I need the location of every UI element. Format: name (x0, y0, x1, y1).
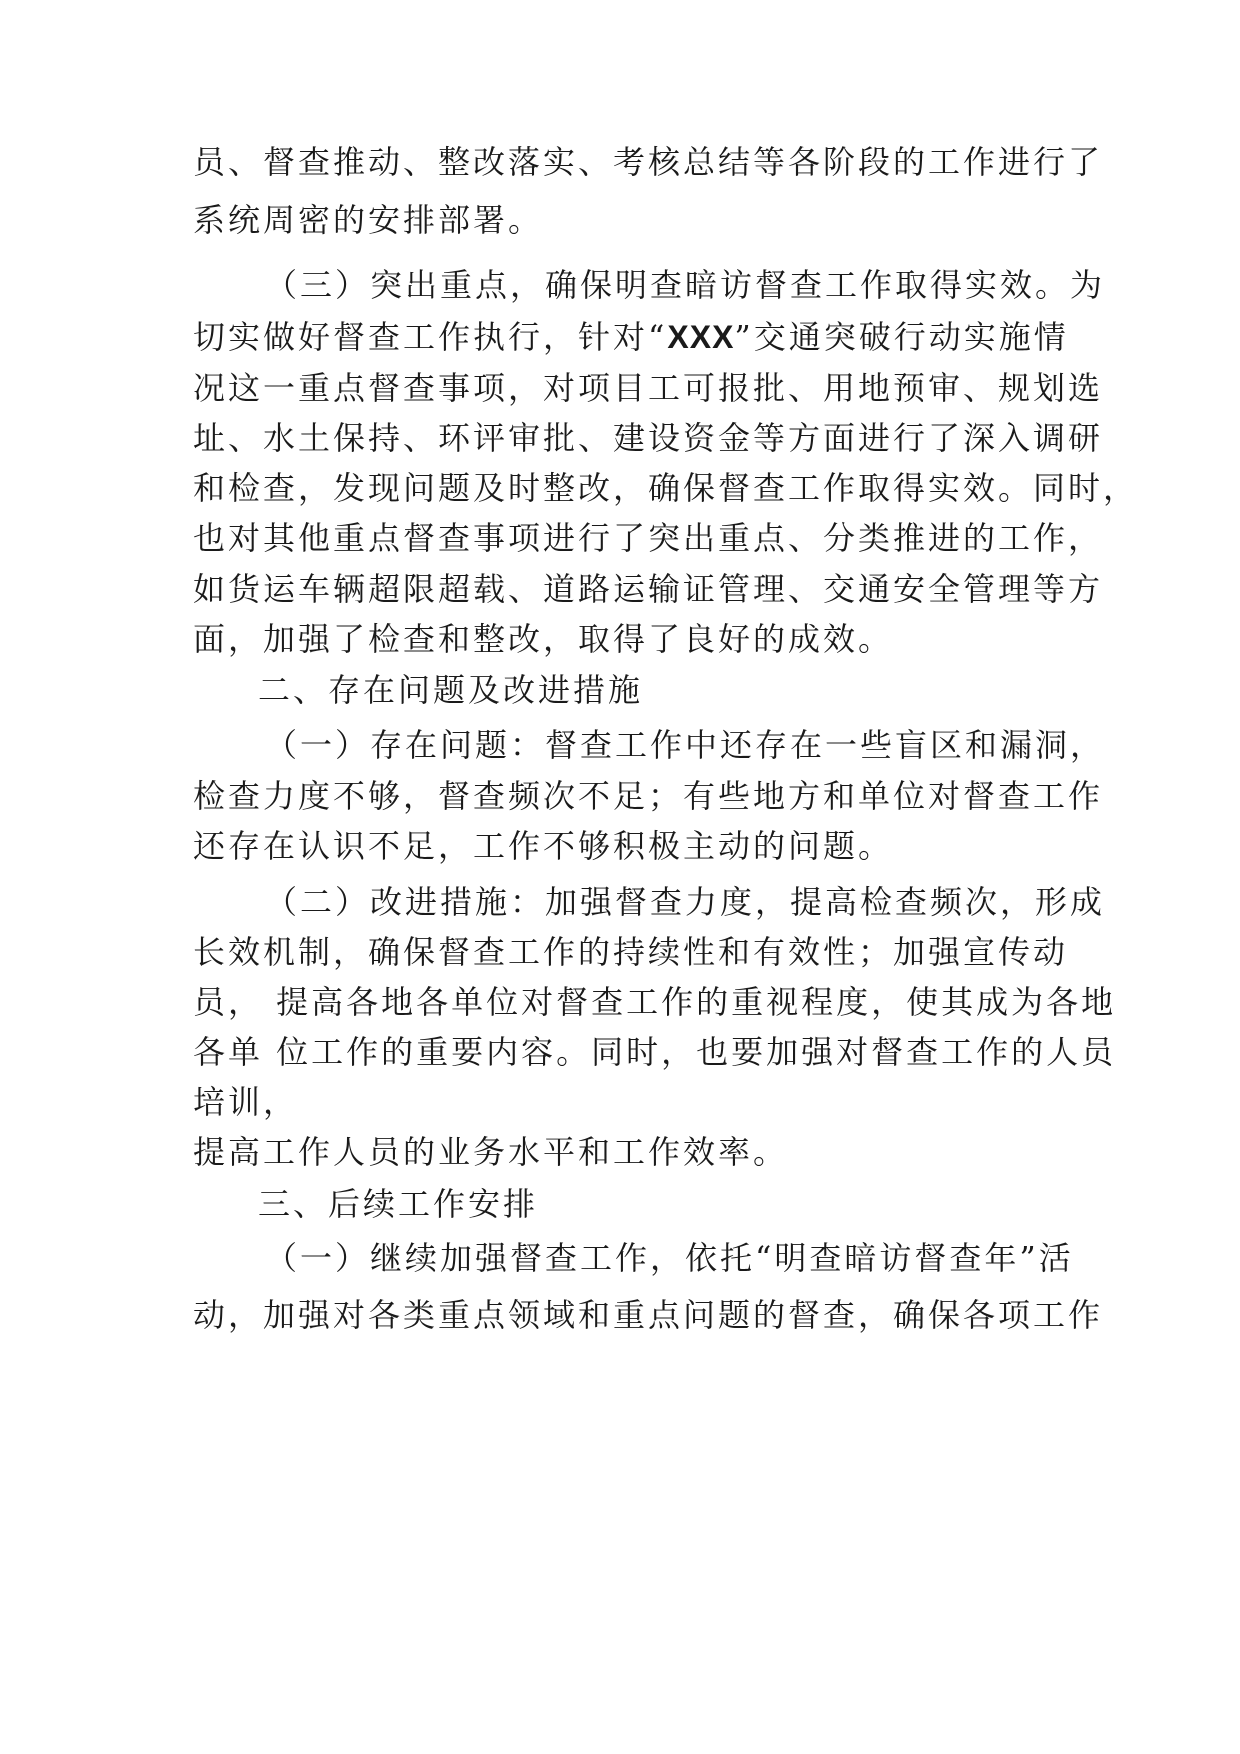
section-three-heading-line: （三）突出重点，确保明查暗访督查工作取得实效。为 (265, 266, 1106, 304)
subsection-one-heading-line: （一）存在问题：督查工作中还存在一些盲区和漏洞， (265, 726, 1106, 764)
body-text-line: 培训， (193, 1083, 299, 1121)
body-text-fragment: 切实做好督查工作执行，针对“ (193, 318, 668, 356)
chapter-three-heading: 三、后续工作安排 (258, 1185, 539, 1223)
chapter-two-heading: 二、存在问题及改进措施 (258, 671, 644, 709)
body-text-line: 动，加强对各类重点领域和重点问题的督查，确保各项工作 (193, 1296, 1104, 1334)
placeholder-name: XXX (667, 319, 735, 355)
body-text-line: 长效机制，确保督查工作的持续性和有效性；加强宣传动 (193, 933, 1069, 971)
body-text-line: 址、水土保持、环评审批、建设资金等方面进行了深入调研 (193, 419, 1104, 457)
body-text-fragment: ”交通突破行动实施情 (734, 318, 1069, 356)
body-text-line: 和检查，发现问题及时整改，确保督查工作取得实效。同时， (193, 469, 1139, 507)
body-text-line: 如货运车辆超限超载、道路运输证管理、交通安全管理等方 (193, 570, 1104, 608)
body-text-line: 员、督查推动、整改落实、考核总结等各阶段的工作进行了 (193, 143, 1104, 181)
body-text-line: 系统周密的安排部署。 (193, 201, 544, 239)
body-text-line: 况这一重点督查事项，对项目工可报批、用地预审、规划选 (193, 369, 1104, 407)
body-text-line (193, 317, 1069, 357)
body-text-line: 还存在认识不足，工作不够积极主动的问题。 (193, 827, 894, 865)
body-text-line: 各单 位工作的重要内容。同时，也要加强对督查工作的人员 (193, 1033, 1117, 1071)
body-text-line: 面，加强了检查和整改，取得了良好的成效。 (193, 620, 894, 658)
body-text-line: 提高工作人员的业务水平和工作效率。 (193, 1133, 789, 1171)
body-text-line: 也对其他重点督查事项进行了突出重点、分类推进的工作， (193, 519, 1104, 557)
body-text-line: 员， 提高各地各单位对督查工作的重视程度，使其成为各地 (193, 983, 1117, 1021)
subsection-two-heading-line: （二）改进措施：加强督查力度，提高检查频次，形成 (265, 883, 1106, 921)
subsection-one-heading-line: （一）继续加强督查工作，依托“明查暗访督查年”活 (265, 1239, 1074, 1277)
body-text-line: 检查力度不够，督查频次不足；有些地方和单位对督查工作 (193, 777, 1104, 815)
